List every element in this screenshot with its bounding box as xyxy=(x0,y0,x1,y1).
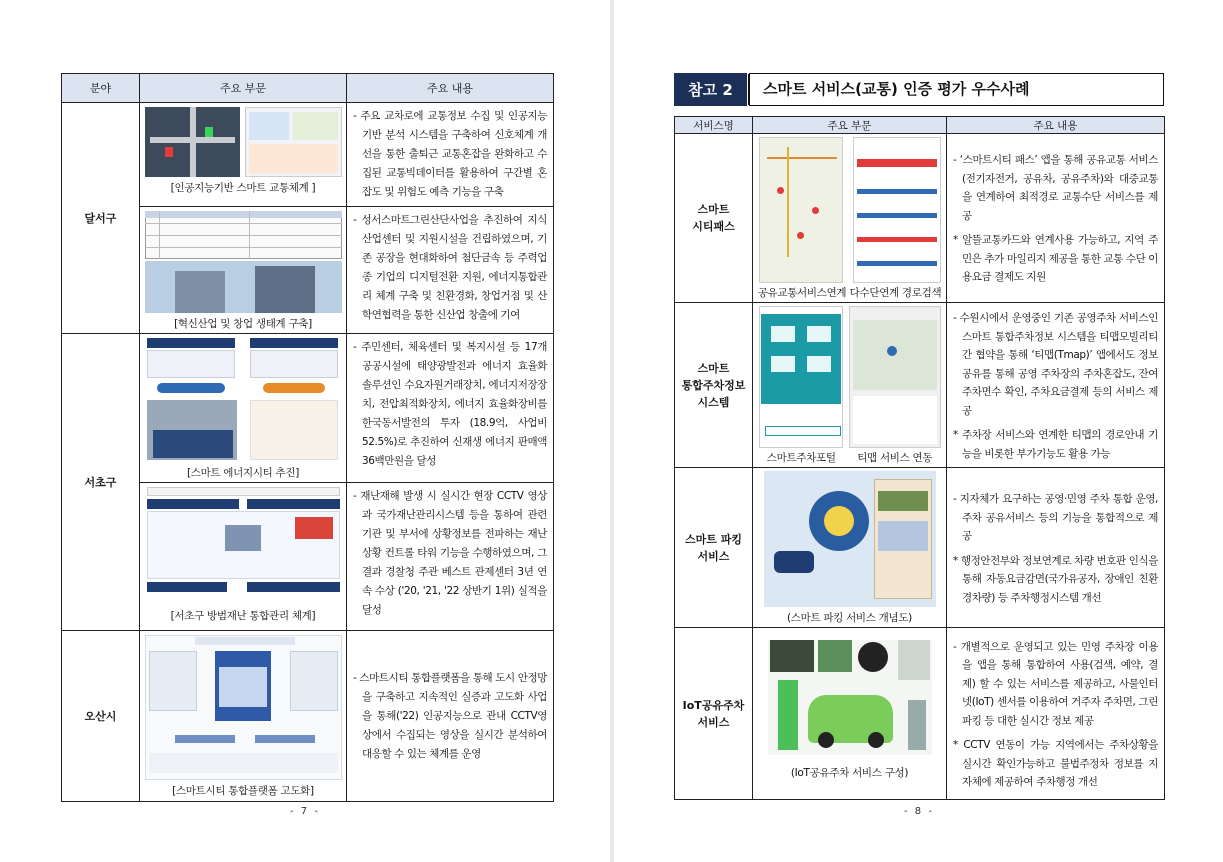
content-text: - 개별적으로 운영되고 있는 민영 주차장 이용을 앱을 통해 통합하여 사용(검색, 예약, 결제) 할 수 있는 서비스를 제공하고, 사물인터넷(IoT) 센서를 이용하여 거주자 주차면, 그린파킹 등 대한 실시간 정보 제공 xyxy=(953,640,1158,727)
content-cell xyxy=(347,207,554,334)
content-cell xyxy=(947,303,1165,468)
content-cell xyxy=(947,134,1165,303)
content-text: - ‘스마트시티 패스’ 앱을 통해 공유교통 서비스(전기자전거, 공유차, 공유주차)와 대중교통을 연계하여 최적경로 교통수단 서비스를 제공 xyxy=(953,154,1158,222)
right-table xyxy=(674,116,1165,800)
header-section: 주요 부문 xyxy=(753,117,947,134)
caption-shared-transport: 공유교통서비스연계 xyxy=(757,287,847,299)
content-cell xyxy=(347,631,554,802)
caption-tmap-link: 티맵 서비스 연동 xyxy=(857,452,933,464)
image-cell xyxy=(140,103,347,207)
header-section: 주요 부문 xyxy=(140,74,347,103)
integrated-parking-image xyxy=(757,306,943,448)
caption-smart-parking: (스마트 파킹 서비스 개념도) xyxy=(787,612,912,624)
header-service: 서비스명 xyxy=(675,117,753,134)
content-cell xyxy=(347,483,554,631)
caption-innovation: [혁신산업 및 창업 생태계 구축] xyxy=(174,318,312,330)
citypass-app-image xyxy=(757,137,943,283)
caption-smart-energy: [스마트 에너지시티 추진] xyxy=(186,467,300,479)
region-dalseo: 달서구 xyxy=(62,103,140,334)
page-8 xyxy=(614,0,1223,862)
image-cell xyxy=(140,631,347,802)
service-smart-parking: 스마트 파킹 서비스 xyxy=(675,468,753,628)
page-number: - 7 - xyxy=(290,806,320,817)
disaster-management-image xyxy=(145,487,342,605)
header-content: 주요 내용 xyxy=(347,74,554,103)
content-cell xyxy=(947,628,1165,800)
content-cell xyxy=(347,103,554,207)
caption-smart-traffic: [인공지능기반 스마트 교통체계 ] xyxy=(170,182,316,194)
header-content: 주요 내용 xyxy=(947,117,1165,134)
left-table xyxy=(61,73,554,802)
caption-platform: [스마트시티 통합플랫폼 고도화] xyxy=(172,785,314,797)
page-7 xyxy=(0,0,610,862)
note-text: * 행정안전부와 정보연계로 차량 번호판 인식을 통해 자동요금감면(국가유공자, 장애인 친환경차량) 등 주차행정시스템 개선 xyxy=(953,554,1158,604)
image-cell xyxy=(753,468,947,628)
smart-energy-image xyxy=(145,338,342,462)
page-number: - 8 - xyxy=(904,806,934,817)
note-text: * CCTV 연동이 가능 지역에서는 주차상황을 실시간 확인가능하고 불법주정차 정보를 지자체에 제공하여 주차행정 개선 xyxy=(953,739,1158,788)
content-cell xyxy=(947,468,1165,628)
service-integrated-parking: 스마트 통합주차정보 시스템 xyxy=(675,303,753,468)
image-cell xyxy=(140,334,347,483)
image-cell xyxy=(753,628,947,800)
note-text: * 주차장 서비스와 연계한 티맵의 경로안내 기능을 비롯한 부가기능도 활용 가능 xyxy=(953,429,1158,460)
note-text: * 알뜰교통카드와 연계사용 가능하고, 지역 주민은 추가 마일리지 제공을 통한 교통 수단 이용요금 결제도 지원 xyxy=(953,234,1158,284)
caption-parking-portal: 스마트주차포털 xyxy=(766,452,836,464)
integrated-platform-image xyxy=(145,635,342,780)
content-text: - 성서스마트그린산단사업을 추진하여 지식산업센터 및 지원시설을 건립하였으며, 기존 공장을 현대화하여 첨단금속 등 주력업종 기업의 디지털전환 지원, 에너지통합관리 체계 구축 및 친환경화, 창업거점 및 산학연협력을 통한 신산업 창출에 기여 xyxy=(353,214,547,321)
header-field: 분야 xyxy=(62,74,140,103)
service-iot-parking: IoT공유주차 서비스 xyxy=(675,628,753,800)
service-citypass: 스마트 시티패스 xyxy=(675,134,753,303)
content-text: - 수원시에서 운영중인 기존 공영주차 서비스인 스마트 통합주차정보 시스템을 티맵모빌리티 간 협약을 통해 ‘티맵(Tmap)’ 앱에서도 정보공유를 통해 공영 주차장의 주차혼잡도, 잔여주차면수 확인, 주차요금결제 등의 서비스 제공 xyxy=(953,312,1158,417)
image-cell xyxy=(140,483,347,631)
content-text: - 주민센터, 체육센터 및 복지시설 등 17개 공공시설에 태양광발전과 에너지 효율화 솔루션인 수요자원거래장치, 에너지저장장치, 전압최적화장치, 에너지 효율화장비를 한국동서발전의 투자 (18.9억, 사업비 52.5%)로 추진하여 신재생 에너지 판매액 36백만원을 달성 xyxy=(353,341,547,467)
reference-label: 참고 2 xyxy=(674,73,747,106)
caption-iot-parking: (IoT공유주차 서비스 구성) xyxy=(790,767,909,779)
image-cell xyxy=(753,303,947,468)
region-seocho: 서초구 xyxy=(62,334,140,631)
image-cell xyxy=(753,134,947,303)
content-text: - 주요 교차로에 교통정보 수집 및 인공지능 기반 분석 시스템을 구축하여 신호체계 개선을 통한 출퇴근 교통혼잡을 완화하고 수집된 교통빅데이터를 활용하여 구간별 혼잡도 및 위험도 예측 기능을 구축 xyxy=(353,110,547,198)
content-cell xyxy=(347,334,554,483)
image-cell xyxy=(140,207,347,334)
reference-title: 스마트 서비스(교통) 인증 평가 우수사례 xyxy=(749,73,1164,106)
smart-traffic-image xyxy=(145,107,342,177)
iot-parking-image xyxy=(768,640,932,755)
content-text: - 스마트시티 통합플랫폼을 통해 도시 안정망을 구축하고 지속적인 실증과 고도화 사업을 통해('22) 인공지능으로 관내 CCTV영상에서 수집되는 영상을 실시간 분석하여 대응할 수 있는 체계를 운영 xyxy=(353,671,547,760)
content-text: - 재난재해 발생 시 실시간 현장 CCTV 영상과 국가재난관리시스템 등을 통하여 관련 기관 및 부서에 상황정보를 전파하는 재난상황 컨트롤 타워 기능을 수행하였으며, 그 결과 경찰청 주관 베스트 관제센터 3년 연속 수상 ('20, '21, '22 상반기 1위) 실적을 달성 xyxy=(353,490,547,616)
innovation-industry-image xyxy=(145,211,342,313)
caption-disaster: [서초구 방범재난 통합관리 체계] xyxy=(170,610,316,622)
caption-multimodal-route: 다수단연계 경로검색 xyxy=(849,287,942,299)
region-osan: 오산시 xyxy=(62,631,140,802)
smart-parking-image xyxy=(764,471,936,607)
content-text: - 지자체가 요구하는 공영·민영 주차 통합 운영, 주차 공유서비스 등의 기능을 통합적으로 제공 xyxy=(953,493,1158,542)
